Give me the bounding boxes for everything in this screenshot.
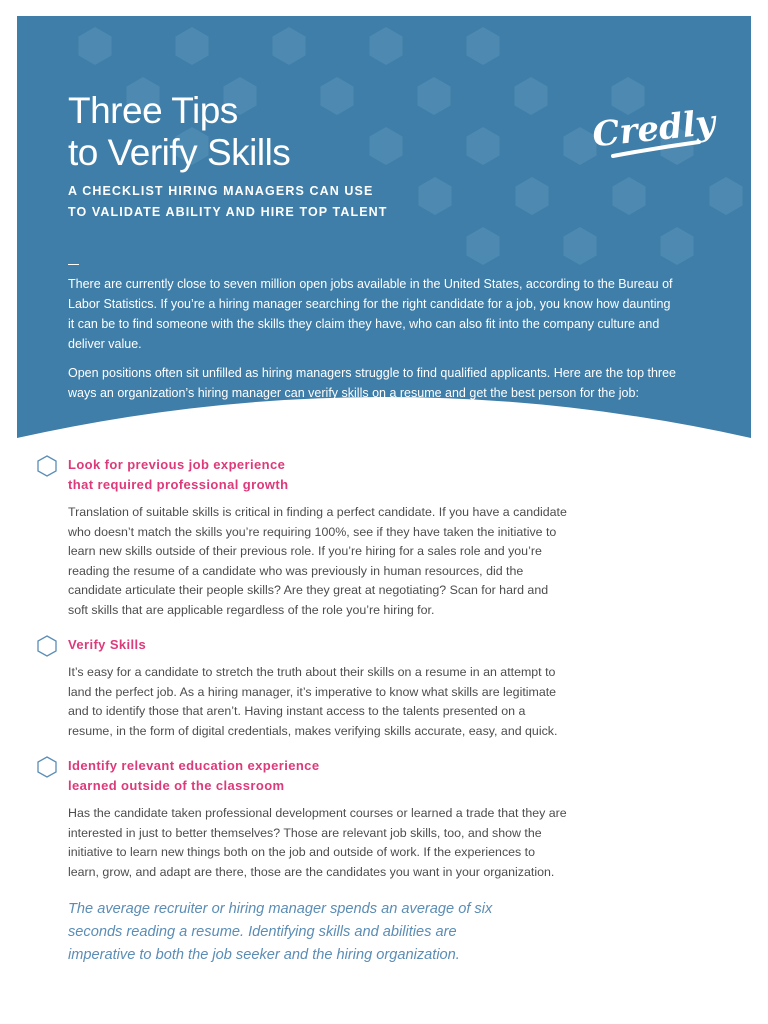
subtitle-line-1: A CHECKLIST HIRING MANAGERS CAN USE: [68, 184, 374, 198]
tip-1-body: Translation of suitable skills is critical in finding a perfect candidate. If you have a candidate who doesn’t match the skills you’re requiring 100%, see if they have taken the initiative to learn new skills outside of their previous role. If you’re hiring for a sales role and you’re reading the resume of a candidate who was previously in human resources, did the candidate articulate their people skills? Are they great at negotiating? Scan for hard and soft skills that are applicable regardless of the role you’re hiring for.: [68, 505, 567, 617]
tip-3-heading-line-2: learned outside of the classroom: [68, 778, 285, 793]
tip-3-heading: [68, 756, 577, 796]
intro-paragraph-2: Open positions often sit unfilled as hiring managers struggle to find qualified applicants. Here are the top three ways an organization’s hiring manager can verify skills on a resume and get the best person for the job:: [68, 366, 677, 400]
divider-dash: [68, 264, 79, 265]
tip-3: [37, 756, 577, 882]
tip-2-body: It’s easy for a candidate to stretch the truth about their skills on a resume in an attempt to land the perfect job. As a hiring manager, it’s imperative to know what skills are legitimate and to identify those that aren’t. Having instant access to the talents presented on a resume, in the form of digital credentials, makes verifying skills accurate, easy, and quick.: [68, 665, 558, 738]
credly-logo: [590, 102, 718, 164]
tip-1: [37, 455, 577, 620]
hexagon-icon: [37, 635, 57, 657]
title-line-2: to Verify Skills: [68, 132, 291, 173]
page-subtitle: [68, 181, 388, 223]
title-line-1: Three Tips: [68, 90, 238, 131]
quote-line-2: seconds reading a resume. Identifying skills and abilities are: [68, 924, 457, 940]
intro-text: [68, 274, 680, 412]
tip-2: [37, 635, 577, 741]
tip-2-heading: [68, 635, 577, 655]
tip-1-heading-line-2: that required professional growth: [68, 477, 289, 492]
quote-line-1: The average recruiter or hiring manager spends an average of six: [68, 901, 493, 917]
pull-quote: [68, 898, 538, 967]
tip-1-heading: [68, 455, 577, 495]
subtitle-line-2: TO VALIDATE ABILITY AND HIRE TOP TALENT: [68, 205, 388, 219]
hexagon-icon: [37, 756, 57, 778]
intro-paragraph-1: There are currently close to seven million open jobs available in the United States, according to the Bureau of Labor Statistics. If you’re a hiring manager searching for the right candidate for a job, you know how daunting it can be to find someone with the skills they claim they have, who can also fit into the company culture and deliver value.: [68, 277, 673, 351]
hexagon-icon: [37, 455, 57, 477]
page-title: [68, 90, 290, 174]
quote-line-3: imperative to both the job seeker and the hiring organization.: [68, 947, 460, 963]
header-banner: [17, 16, 751, 440]
tip-2-heading-line-1: Verify Skills: [68, 637, 147, 652]
tip-3-body: Has the candidate taken professional development courses or learned a trade that they are interested in just to better themselves? Those are relevant job skills, too, and show the initiative to learn new things both on the job and outside of work. If the experiences to learn, grow, and adapt are there, those are the candidates you want in your organization.: [68, 806, 567, 879]
logo-wordmark: Credly: [590, 102, 718, 156]
tip-1-heading-line-1: Look for previous job experience: [68, 457, 286, 472]
tip-3-heading-line-1: Identify relevant education experience: [68, 758, 320, 773]
